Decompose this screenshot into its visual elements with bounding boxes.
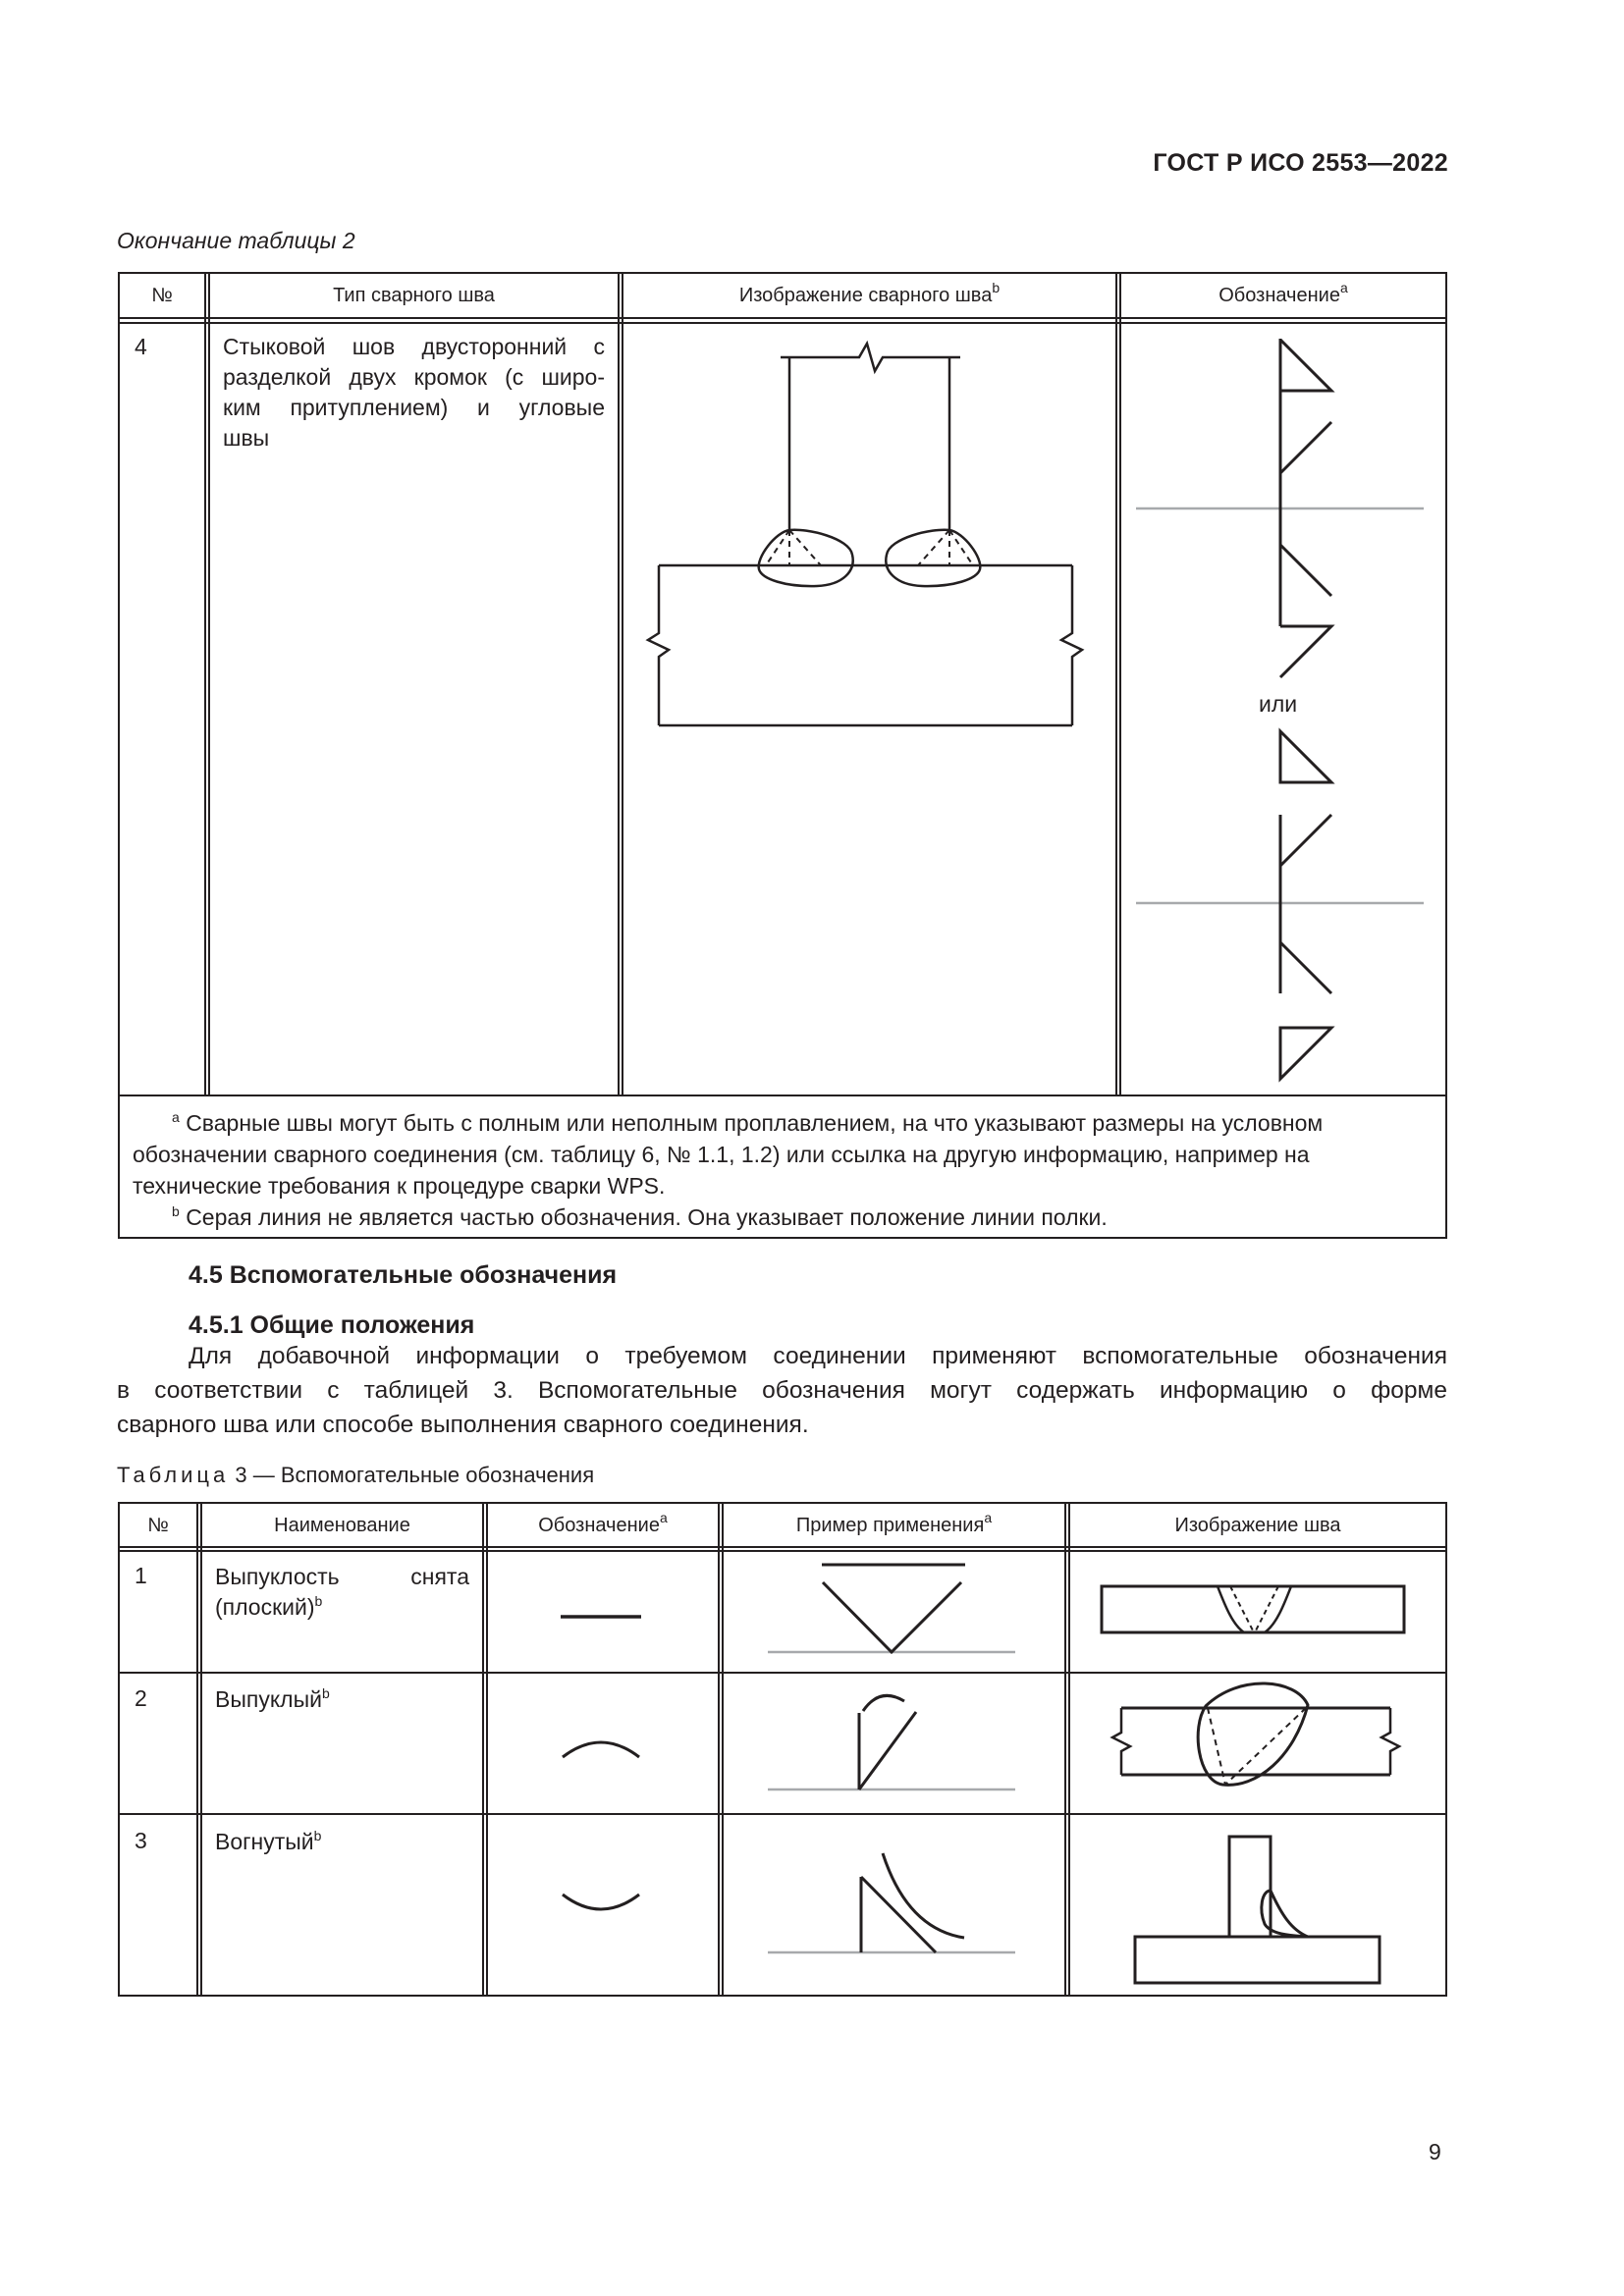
table3-row-name: Выпуклый$^b$ [215,1685,330,1712]
convex-example [768,1695,1015,1789]
table2-header-image: Изображение сварного шва$^b$ [738,280,1001,306]
table3-caption: Таблица 3 — Вспомогательные обозначения [117,1463,595,1487]
flat-weld-image [1102,1586,1404,1632]
table2-header-symbol: Обозначение$^a$ [1218,280,1348,306]
table2-caption: Окончание таблицы 2 [117,228,355,253]
table3-row-name: Вогнутый$^b$ [215,1828,322,1854]
page-number: 9 [1429,2139,1441,2164]
concave-weld-image [1135,1837,1380,1983]
table3-row-num: 3 [135,1828,147,1853]
table2-header-type: Тип сварного шва [333,285,495,306]
table3-header-symbol: Обозначение$^a$ [538,1510,668,1536]
table3-header-name: Наименование [274,1515,410,1536]
flat-example [768,1565,1015,1652]
table3-row-num: 2 [135,1685,147,1711]
concave-symbol [563,1895,639,1909]
section-paragraph: Для добавочной информации о требуемом соединении применяют вспомогательные обозначения в соответствии с таблицей 3. Вспомогательные обозначения могут содержать информацию о форме сварного шва или способе выполнения сварного соединения. [117,1343,1447,1438]
table3-header-image: Изображение шва [1174,1515,1341,1536]
section-heading: 4.5 Вспомогательные обозначения [189,1261,618,1289]
table2-row-num: 4 [135,334,147,359]
table2-header-num: № [151,285,173,306]
table3-header-example: Пример применения$^a$ [795,1510,993,1536]
double-bevel-weld-drawing [648,344,1082,725]
table2-row-type: Стыковой шов двусторонний с разделкой двух кромок (с широ- ким притуплением) и угловые швы [223,334,605,451]
or-label: или [1259,691,1298,717]
concave-example [768,1853,1015,1952]
subsection-heading: 4.5.1 Общие положения [189,1311,475,1339]
document-header: ГОСТ Р ИСО 2553—2022 [1153,149,1448,177]
table3-row-name: Выпуклость снята (плоский)$^b$ [215,1564,469,1620]
table3-header-num: № [147,1515,169,1536]
convex-symbol [563,1742,639,1757]
table3-row-num: 1 [135,1563,147,1588]
convex-weld-image [1112,1683,1399,1785]
table2-notes: $^a$ Сварные швы могут быть с полным или неполным проплавлением, на что указывают размеры на условном обозначении сварного соединения (см. таблицу 6, № 1.1, 1.2) или ссылка на другую информацию, например на технические требования к процедуре сварки WPS. $^b$ Серая линия не является частью обозначения. Она указывает положение линии полки. [133,1109,1324,1230]
